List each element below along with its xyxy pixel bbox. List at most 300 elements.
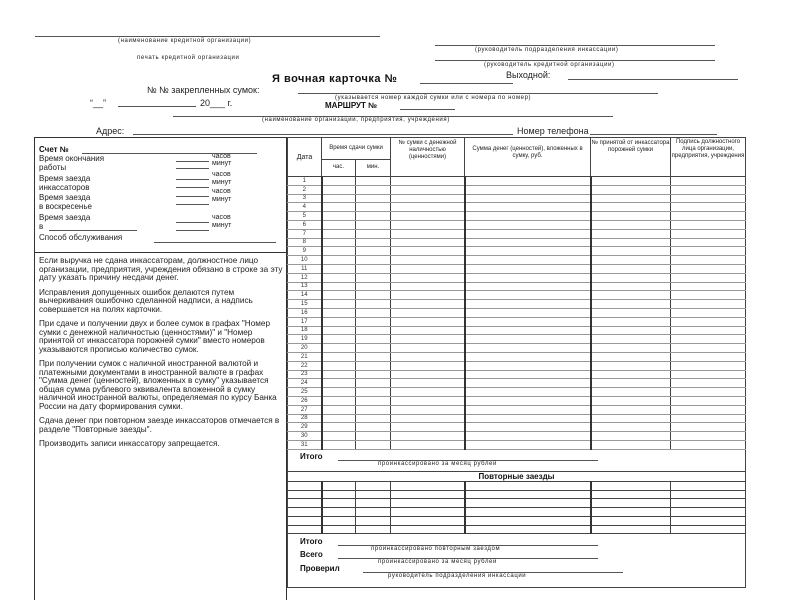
minutes-cell[interactable] <box>356 264 391 273</box>
signature-cell[interactable] <box>671 177 746 186</box>
end-of-work-hours-unit: часов <box>212 153 231 160</box>
col-empty-bag-header: № принятой от инкассатора порожней сумки <box>591 138 671 177</box>
empty-bag-cell[interactable] <box>591 247 671 256</box>
left-panel-divider <box>35 252 286 253</box>
hours-cell[interactable] <box>322 432 356 441</box>
amount-cell[interactable] <box>465 185 591 194</box>
amount-cell[interactable] <box>465 361 591 370</box>
minutes-cell[interactable] <box>356 238 391 247</box>
signature-cell[interactable] <box>671 220 746 229</box>
bag-number-cell[interactable] <box>391 300 465 309</box>
amount-cell[interactable] <box>465 194 591 203</box>
repeat-visit-cell[interactable] <box>671 499 746 508</box>
empty-bag-cell[interactable] <box>591 273 671 282</box>
note-3: При сдаче и получении двух и более сумок в графах "Номер сумки с денежной наличностью (ценностями)" и "Номер принятой от инкассатора порожней сумки" вместо номеров указываются прописью количество сумок. <box>39 319 271 354</box>
bag-number-cell[interactable] <box>391 247 465 256</box>
minutes-cell[interactable] <box>356 185 391 194</box>
empty-bag-cell[interactable] <box>591 264 671 273</box>
day-cell: 13 <box>288 282 322 291</box>
hours-cell[interactable] <box>322 361 356 370</box>
bag-number-cell[interactable] <box>391 432 465 441</box>
hours-cell[interactable] <box>322 247 356 256</box>
col-date-header: Дата <box>288 138 322 177</box>
repeat-visit-cell[interactable] <box>465 525 591 534</box>
day-cell: 5 <box>288 212 322 221</box>
amount-cell[interactable] <box>465 247 591 256</box>
amount-cell[interactable] <box>465 388 591 397</box>
day-cell: 22 <box>288 361 322 370</box>
minutes-cell[interactable] <box>356 335 391 344</box>
amount-cell[interactable] <box>465 264 591 273</box>
repeat-visit-cell[interactable] <box>356 516 391 525</box>
repeat-visit-cell[interactable] <box>465 508 591 517</box>
repeat-visit-cell[interactable] <box>591 499 671 508</box>
empty-bag-cell[interactable] <box>591 185 671 194</box>
repeat-visit-cell[interactable] <box>591 508 671 517</box>
signature-cell[interactable] <box>671 212 746 221</box>
minutes-cell[interactable] <box>356 203 391 212</box>
hours-cell[interactable] <box>322 282 356 291</box>
amount-cell[interactable] <box>465 396 591 405</box>
hours-cell[interactable] <box>322 229 356 238</box>
card-title: Я вочная карточка № <box>272 73 398 85</box>
bag-number-cell[interactable] <box>391 212 465 221</box>
amount-cell[interactable] <box>465 282 591 291</box>
address-line[interactable] <box>133 134 513 135</box>
table-row <box>288 177 746 186</box>
bags-line[interactable] <box>298 93 658 94</box>
hours-cell[interactable] <box>322 256 356 265</box>
org-caption: (наименование организации, предприятия, учреждения) <box>262 117 450 123</box>
day-off-label: Выходной: <box>506 70 551 80</box>
minutes-cell[interactable] <box>356 194 391 203</box>
signature-cell[interactable] <box>671 229 746 238</box>
hours-cell[interactable] <box>322 300 356 309</box>
minutes-cell[interactable] <box>356 361 391 370</box>
hours-cell[interactable] <box>322 344 356 353</box>
signature-cell[interactable] <box>671 344 746 353</box>
minutes-cell[interactable] <box>356 326 391 335</box>
hours-cell[interactable] <box>322 388 356 397</box>
bag-number-cell[interactable] <box>391 405 465 414</box>
table-row <box>288 273 746 282</box>
repeat-visit-cell[interactable] <box>465 499 591 508</box>
hours-cell[interactable] <box>322 414 356 423</box>
empty-bag-cell[interactable] <box>591 370 671 379</box>
hours-cell[interactable] <box>322 308 356 317</box>
minutes-cell[interactable] <box>356 396 391 405</box>
minutes-cell[interactable] <box>356 423 391 432</box>
repeat-visit-cell[interactable] <box>288 525 322 534</box>
table-row <box>288 185 746 194</box>
head-credit-org-caption: (руководитель кредитной организации) <box>484 62 615 68</box>
signature-cell[interactable] <box>671 405 746 414</box>
empty-bag-cell[interactable] <box>591 308 671 317</box>
hours-cell[interactable] <box>322 423 356 432</box>
repeat-total-label: Итого <box>300 537 323 547</box>
amount-cell[interactable] <box>465 212 591 221</box>
empty-bag-cell[interactable] <box>591 212 671 221</box>
empty-bag-cell[interactable] <box>591 229 671 238</box>
hours-cell[interactable] <box>322 220 356 229</box>
repeat-visit-cell[interactable] <box>391 490 465 499</box>
date-day: “__” <box>90 98 107 108</box>
hours-cell[interactable] <box>322 335 356 344</box>
repeat-visit-cell[interactable] <box>288 516 322 525</box>
day-cell: 21 <box>288 352 322 361</box>
hours-cell[interactable] <box>322 326 356 335</box>
repeat-visit-cell[interactable] <box>591 516 671 525</box>
bag-number-cell[interactable] <box>391 273 465 282</box>
hours-cell[interactable] <box>322 177 356 186</box>
empty-bag-cell[interactable] <box>591 335 671 344</box>
amount-cell[interactable] <box>465 300 591 309</box>
signature-cell[interactable] <box>671 300 746 309</box>
amount-cell[interactable] <box>465 177 591 186</box>
head-credit-org-line[interactable] <box>435 60 715 61</box>
empty-bag-cell[interactable] <box>591 220 671 229</box>
empty-bag-cell[interactable] <box>591 361 671 370</box>
empty-bag-cell[interactable] <box>591 432 671 441</box>
repeat-visit-cell[interactable] <box>356 481 391 490</box>
repeat-visit-cell[interactable] <box>322 499 356 508</box>
empty-bag-cell[interactable] <box>591 291 671 300</box>
bag-number-cell[interactable] <box>391 238 465 247</box>
repeat-visit-cell[interactable] <box>671 490 746 499</box>
repeat-visit-cell[interactable] <box>391 516 465 525</box>
hours-cell[interactable] <box>322 273 356 282</box>
amount-cell[interactable] <box>465 414 591 423</box>
minutes-cell[interactable] <box>356 414 391 423</box>
monthly-total-label: Итого <box>300 451 323 461</box>
minutes-cell[interactable] <box>356 300 391 309</box>
bag-number-cell[interactable] <box>391 361 465 370</box>
sunday-minutes-line[interactable] <box>176 204 209 205</box>
repeat-visit-cell[interactable] <box>671 525 746 534</box>
empty-bag-cell[interactable] <box>591 388 671 397</box>
note-4: При получении сумок с наличной иностранной валютой и платежными документами в иностранной валюте в графах "Сумма денег (ценностей), вложенных в сумку" указывается общая сумма рублевого эквивалента вложенной в сумку наличной иностранной валюты, определяемая по курсу Банка России на дату формирования сумки. <box>39 359 277 411</box>
amount-cell[interactable] <box>465 370 591 379</box>
repeat-visit-cell[interactable] <box>465 490 591 499</box>
signature-cell[interactable] <box>671 291 746 300</box>
signature-cell[interactable] <box>671 335 746 344</box>
empty-bag-cell[interactable] <box>591 405 671 414</box>
service-line[interactable] <box>154 242 276 243</box>
amount-cell[interactable] <box>465 405 591 414</box>
repeat-visit-cell[interactable] <box>391 508 465 517</box>
bag-number-cell[interactable] <box>391 370 465 379</box>
bag-number-cell[interactable] <box>391 282 465 291</box>
bag-number-cell[interactable] <box>391 203 465 212</box>
bag-number-cell[interactable] <box>391 388 465 397</box>
signature-cell[interactable] <box>671 194 746 203</box>
day-off-line[interactable] <box>568 79 738 80</box>
repeat-visit-cell[interactable] <box>465 481 591 490</box>
amount-cell[interactable] <box>465 326 591 335</box>
signature-cell[interactable] <box>671 326 746 335</box>
repeat-visit-cell[interactable] <box>391 481 465 490</box>
empty-bag-cell[interactable] <box>591 414 671 423</box>
day-cell: 29 <box>288 423 322 432</box>
collectors-minutes-line[interactable] <box>176 187 209 188</box>
hours-cell[interactable] <box>322 264 356 273</box>
repeat-visit-cell[interactable] <box>671 508 746 517</box>
amount-cell[interactable] <box>465 440 591 449</box>
hours-cell[interactable] <box>322 291 356 300</box>
bag-number-cell[interactable] <box>391 308 465 317</box>
amount-cell[interactable] <box>465 238 591 247</box>
monthly-total-row <box>288 449 746 471</box>
amount-cell[interactable] <box>465 203 591 212</box>
repeat-visit-cell[interactable] <box>671 516 746 525</box>
bag-number-cell[interactable] <box>391 326 465 335</box>
hours-cell[interactable] <box>322 379 356 388</box>
minutes-cell[interactable] <box>356 229 391 238</box>
minutes-cell[interactable] <box>356 352 391 361</box>
repeat-visit-cell[interactable] <box>288 481 322 490</box>
end-of-work-minutes-line[interactable] <box>176 168 209 169</box>
signature-cell[interactable] <box>671 317 746 326</box>
signature-cell[interactable] <box>671 423 746 432</box>
empty-bag-cell[interactable] <box>591 379 671 388</box>
table-row <box>288 396 746 405</box>
minutes-cell[interactable] <box>356 282 391 291</box>
bag-number-cell[interactable] <box>391 440 465 449</box>
day-cell: 6 <box>288 220 322 229</box>
repeat-visit-row <box>288 525 746 534</box>
table-row <box>288 405 746 414</box>
bag-number-cell[interactable] <box>391 185 465 194</box>
bag-number-cell[interactable] <box>391 291 465 300</box>
day-cell: 3 <box>288 194 322 203</box>
col-amount-header: Сумма денег (ценностей), вложенных в сумку, руб. <box>465 138 591 177</box>
amount-cell[interactable] <box>465 335 591 344</box>
bag-number-cell[interactable] <box>391 256 465 265</box>
collectors-hours-unit: часов <box>212 171 231 178</box>
table-row <box>288 203 746 212</box>
signature-cell[interactable] <box>671 203 746 212</box>
col-hours-header: час. <box>322 159 356 176</box>
hours-cell[interactable] <box>322 238 356 247</box>
repeat-visit-cell[interactable] <box>356 508 391 517</box>
empty-bag-cell[interactable] <box>591 396 671 405</box>
other-hours-line[interactable] <box>176 222 209 223</box>
route-line[interactable] <box>400 109 455 110</box>
empty-bag-cell[interactable] <box>591 344 671 353</box>
repeat-visit-cell[interactable] <box>356 499 391 508</box>
signature-cell[interactable] <box>671 247 746 256</box>
date-month-line[interactable] <box>118 106 196 107</box>
repeat-visit-cell[interactable] <box>465 516 591 525</box>
repeat-visit-cell[interactable] <box>322 490 356 499</box>
amount-cell[interactable] <box>465 229 591 238</box>
bag-number-cell[interactable] <box>391 335 465 344</box>
amount-cell[interactable] <box>465 291 591 300</box>
hours-cell[interactable] <box>322 396 356 405</box>
grand-total-label: Всего <box>300 550 323 560</box>
minutes-cell[interactable] <box>356 220 391 229</box>
day-cell: 8 <box>288 238 322 247</box>
bag-number-cell[interactable] <box>391 220 465 229</box>
amount-cell[interactable] <box>465 308 591 317</box>
signature-cell[interactable] <box>671 379 746 388</box>
repeat-visit-cell[interactable] <box>322 481 356 490</box>
repeat-visit-cell[interactable] <box>322 508 356 517</box>
minutes-cell[interactable] <box>356 247 391 256</box>
minutes-cell[interactable] <box>356 388 391 397</box>
empty-bag-cell[interactable] <box>591 238 671 247</box>
signature-cell[interactable] <box>671 388 746 397</box>
bag-number-cell[interactable] <box>391 177 465 186</box>
repeat-visit-cell[interactable] <box>391 499 465 508</box>
hours-cell[interactable] <box>322 405 356 414</box>
empty-bag-cell[interactable] <box>591 256 671 265</box>
minutes-cell[interactable] <box>356 405 391 414</box>
repeat-visit-cell[interactable] <box>288 499 322 508</box>
minutes-cell[interactable] <box>356 432 391 441</box>
empty-bag-cell[interactable] <box>591 194 671 203</box>
day-cell: 16 <box>288 308 322 317</box>
empty-bag-cell[interactable] <box>591 177 671 186</box>
signature-cell[interactable] <box>671 432 746 441</box>
bag-number-cell[interactable] <box>391 317 465 326</box>
amount-cell[interactable] <box>465 379 591 388</box>
amount-cell[interactable] <box>465 432 591 441</box>
hours-cell[interactable] <box>322 370 356 379</box>
empty-bag-cell[interactable] <box>591 423 671 432</box>
signature-cell[interactable] <box>671 282 746 291</box>
bag-number-cell[interactable] <box>391 229 465 238</box>
amount-cell[interactable] <box>465 220 591 229</box>
day-cell: 20 <box>288 344 322 353</box>
minutes-cell[interactable] <box>356 256 391 265</box>
hours-cell[interactable] <box>322 185 356 194</box>
minutes-cell[interactable] <box>356 177 391 186</box>
signature-cell[interactable] <box>671 256 746 265</box>
empty-bag-cell[interactable] <box>591 317 671 326</box>
minutes-cell[interactable] <box>356 291 391 300</box>
table-row <box>288 291 746 300</box>
repeat-visit-cell[interactable] <box>671 481 746 490</box>
minutes-cell[interactable] <box>356 317 391 326</box>
table-row <box>288 300 746 309</box>
hours-cell[interactable] <box>322 194 356 203</box>
repeat-visit-cell[interactable] <box>591 490 671 499</box>
bag-number-cell[interactable] <box>391 352 465 361</box>
minutes-cell[interactable] <box>356 344 391 353</box>
repeat-visit-cell[interactable] <box>288 508 322 517</box>
signature-cell[interactable] <box>671 185 746 194</box>
amount-cell[interactable] <box>465 273 591 282</box>
repeat-visit-row <box>288 499 746 508</box>
signature-cell[interactable] <box>671 370 746 379</box>
empty-bag-cell[interactable] <box>591 352 671 361</box>
signature-cell[interactable] <box>671 264 746 273</box>
repeat-visit-cell[interactable] <box>391 525 465 534</box>
repeat-visit-cell[interactable] <box>356 525 391 534</box>
phone-line[interactable] <box>590 134 717 135</box>
field-sunday-arrival-label: Время заезда в воскресенье <box>39 193 92 211</box>
signature-cell[interactable] <box>671 440 746 449</box>
table-footer <box>288 534 746 588</box>
minutes-cell[interactable] <box>356 370 391 379</box>
hours-cell[interactable] <box>322 440 356 449</box>
empty-bag-cell[interactable] <box>591 300 671 309</box>
hours-cell[interactable] <box>322 317 356 326</box>
checked-by-label: Проверил <box>300 564 340 574</box>
day-cell: 27 <box>288 405 322 414</box>
signature-cell[interactable] <box>671 414 746 423</box>
empty-bag-cell[interactable] <box>591 326 671 335</box>
other-minutes-line[interactable] <box>176 230 209 231</box>
amount-cell[interactable] <box>465 317 591 326</box>
signature-cell[interactable] <box>671 238 746 247</box>
hours-cell[interactable] <box>322 212 356 221</box>
card-number-line[interactable] <box>420 83 513 84</box>
empty-bag-cell[interactable] <box>591 203 671 212</box>
minutes-cell[interactable] <box>356 212 391 221</box>
day-cell: 10 <box>288 256 322 265</box>
bag-number-cell[interactable] <box>391 396 465 405</box>
table-row <box>288 352 746 361</box>
other-hours-unit: часов <box>212 214 231 221</box>
empty-bag-cell[interactable] <box>591 440 671 449</box>
bag-number-cell[interactable] <box>391 379 465 388</box>
bag-number-cell[interactable] <box>391 194 465 203</box>
signature-cell[interactable] <box>671 273 746 282</box>
repeat-visit-cell[interactable] <box>591 481 671 490</box>
table-row <box>288 194 746 203</box>
head-collection-line[interactable] <box>435 45 715 46</box>
bag-number-cell[interactable] <box>391 414 465 423</box>
sunday-hours-line[interactable] <box>176 196 209 197</box>
hours-cell[interactable] <box>322 352 356 361</box>
signature-cell[interactable] <box>671 308 746 317</box>
note-5: Сдача денег при повторном заезде инкассаторов отмечается в разделе "Повторные заезды". <box>39 416 280 434</box>
repeat-visit-cell[interactable] <box>356 490 391 499</box>
minutes-cell[interactable] <box>356 379 391 388</box>
amount-cell[interactable] <box>465 352 591 361</box>
repeat-visit-cell[interactable] <box>322 516 356 525</box>
org-name-line[interactable] <box>35 36 380 37</box>
repeat-visit-cell[interactable] <box>322 525 356 534</box>
day-cell: 19 <box>288 335 322 344</box>
signature-cell[interactable] <box>671 352 746 361</box>
minutes-cell[interactable] <box>356 440 391 449</box>
empty-bag-cell[interactable] <box>591 282 671 291</box>
end-of-work-hours-line[interactable] <box>176 161 209 162</box>
other-day-line[interactable] <box>49 230 137 231</box>
minutes-cell[interactable] <box>356 308 391 317</box>
collectors-hours-line[interactable] <box>176 179 209 180</box>
signature-cell[interactable] <box>671 361 746 370</box>
head-collection-caption: (руководитель подразделения инкассации) <box>475 47 619 53</box>
amount-cell[interactable] <box>465 256 591 265</box>
bag-number-cell[interactable] <box>391 264 465 273</box>
day-cell: 24 <box>288 379 322 388</box>
signature-cell[interactable] <box>671 396 746 405</box>
repeat-visit-cell[interactable] <box>288 490 322 499</box>
repeat-visit-cell[interactable] <box>591 525 671 534</box>
minutes-cell[interactable] <box>356 273 391 282</box>
notes <box>39 257 286 455</box>
day-cell: 23 <box>288 370 322 379</box>
amount-cell[interactable] <box>465 423 591 432</box>
bag-number-cell[interactable] <box>391 423 465 432</box>
bag-number-cell[interactable] <box>391 344 465 353</box>
hours-cell[interactable] <box>322 203 356 212</box>
amount-cell[interactable] <box>465 344 591 353</box>
